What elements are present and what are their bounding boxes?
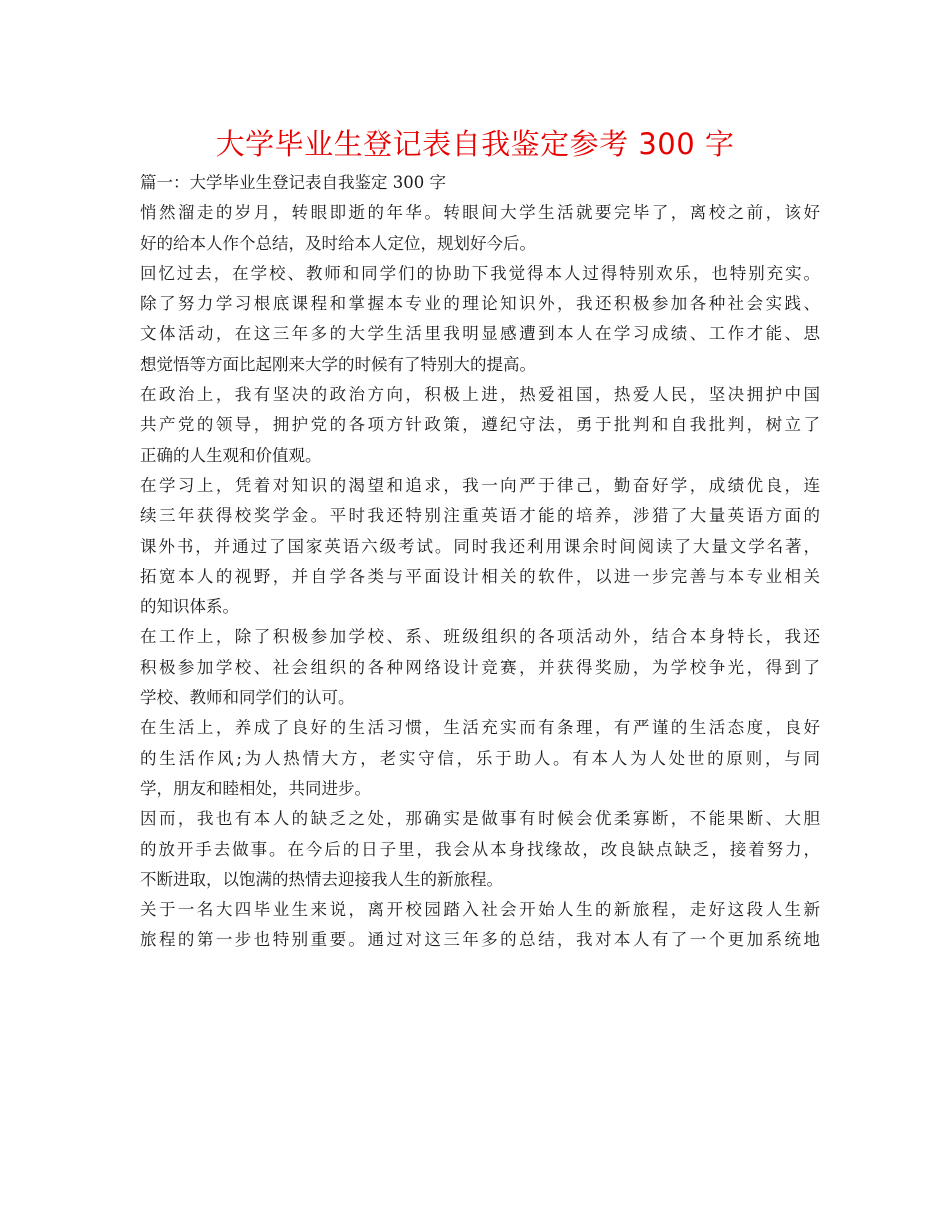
text-line: 不断进取，以饱满的热情去迎接我人生的新旅程。 [140, 869, 503, 889]
text-line: 悄然溜走的岁月，转眼即逝的年华。转眼间大学生活就要完毕了，离校之前，该好 [140, 203, 820, 223]
text-line: 在工作上，除了积极参加学校、系、班级组织的各项活动外，结合本身特长，我还 [140, 627, 820, 647]
text-line: 文体活动，在这三年多的大学生活里我明显感遭到本人在学习成绩、工作才能、思 [140, 324, 820, 344]
text-line: 好的给本人作个总结，及时给本人定位，规划好今后。 [140, 233, 536, 253]
text-line: 的放开手去做事。在今后的日子里，我会从本身找缘故，改良缺点缺乏，接着努力， [140, 839, 820, 859]
text-line: 的知识体系。 [140, 597, 239, 617]
text-line: 想觉悟等方面比起刚来大学的时候有了特别大的提高。 [140, 354, 536, 374]
text-line: 共产党的领导，拥护党的各项方针政策，遵纪守法，勇于批判和自我批判，树立了 [140, 415, 820, 435]
text-line: 在生活上，养成了良好的生活习惯，生活充实而有条理，有严谨的生活态度，良好 [140, 718, 820, 738]
text-line: 关于一名大四毕业生来说，离开校园踏入社会开始人生的新旅程，走好这段人生新 [140, 900, 820, 920]
text-line: 课外书，并通过了国家英语六级考试。同时我还利用课余时间阅读了大量文学名著， [140, 536, 820, 556]
document-body [140, 168, 820, 956]
text-line: 在学习上，凭着对知识的渴望和追求，我一向严于律己，勤奋好学，成绩优良，连 [140, 475, 820, 495]
text-line: 续三年获得校奖学金。平时我还特别注重英语才能的培养，涉猎了大量英语方面的 [140, 506, 820, 526]
text-line: 拓宽本人的视野，并自学各类与平面设计相关的软件，以进一步完善与本专业相关 [140, 566, 820, 586]
text-line: 的生活作风;为人热情大方，老实守信，乐于助人。有本人为人处世的原则，与同 [140, 748, 820, 768]
text-line: 正确的人生观和价值观。 [140, 445, 322, 465]
text-line: 积极参加学校、社会组织的各种网络设计竞赛，并获得奖励，为学校争光，得到了 [140, 657, 820, 677]
text-line: 除了努力学习根底课程和掌握本专业的理论知识外，我还积极参加各种社会实践、 [140, 294, 820, 314]
text-line: 学校、教师和同学们的认可。 [140, 688, 355, 708]
text-line: 学，朋友和睦相处，共同进步。 [140, 778, 371, 798]
text-line: 旅程的第一步也特别重要。通过对这三年多的总结，我对本人有了一个更加系统地 [140, 930, 820, 950]
section-subtitle: 篇一：大学毕业生登记表自我鉴定 300 字 [140, 173, 446, 192]
text-line: 在政治上，我有坚决的政治方向，积极上进，热爱祖国，热爱人民，坚决拥护中国 [140, 385, 820, 405]
page-title: 大学毕业生登记表自我鉴定参考 300 字 [215, 127, 735, 161]
text-line: 因而，我也有本人的缺乏之处，那确实是做事有时候会优柔寡断，不能果断、大胆 [140, 809, 820, 829]
text-line: 回忆过去，在学校、教师和同学们的协助下我觉得本人过得特别欢乐，也特别充实。 [140, 263, 820, 283]
